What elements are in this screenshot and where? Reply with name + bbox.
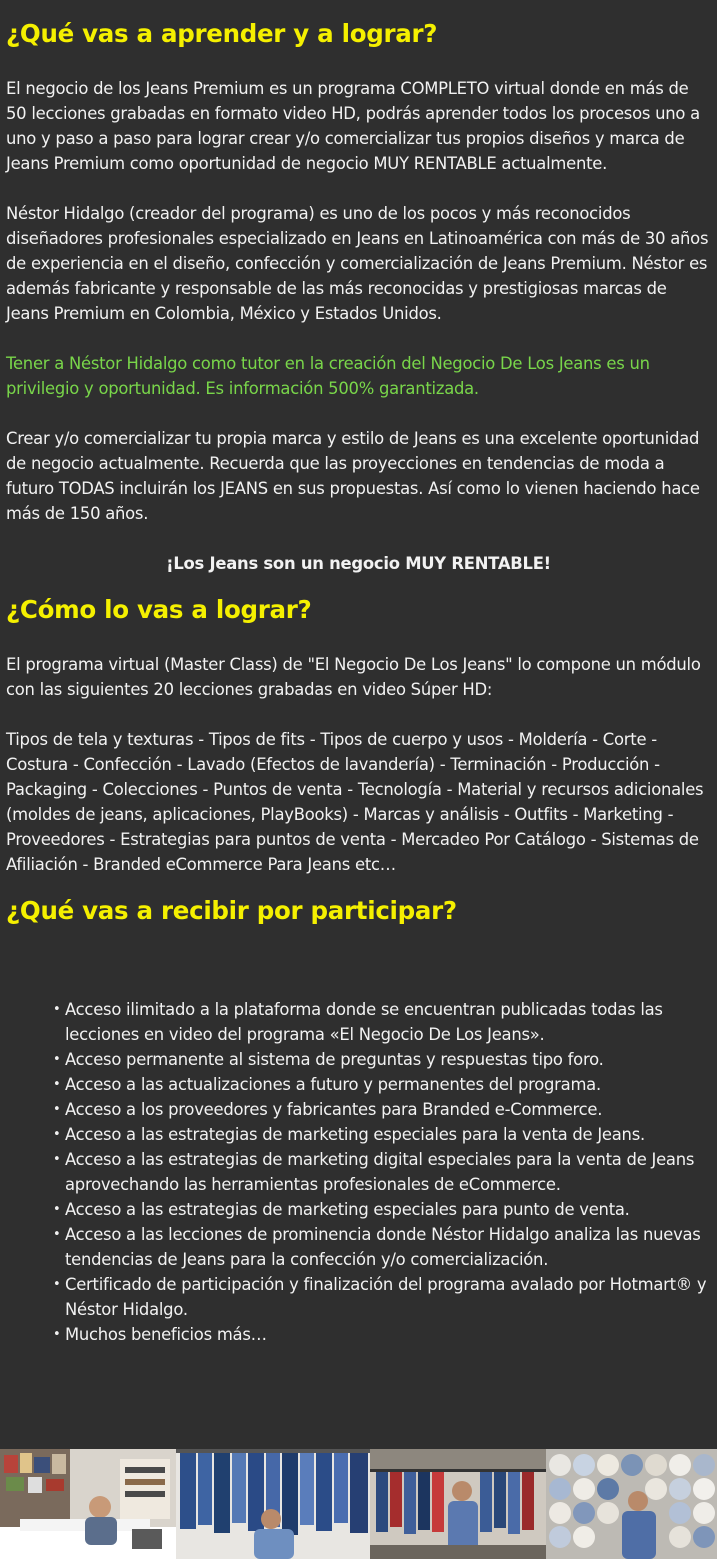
benefit-item: • Acceso a las lecciones de prominencia donde Néstor Hidalgo analiza las nuevas tendencias de Jeans para la confección y/o comercialización. — [51, 1222, 711, 1272]
benefits-list — [6, 997, 711, 1347]
learn-paragraph-tutor: Tener a Néstor Hidalgo como tutor en la creación del Negocio De Los Jeans es un privilegio y oportunidad. Es información 500% garantizada. — [6, 354, 650, 398]
benefit-item: • Acceso a las estrategias de marketing digital especiales para la venta de Jeans aprovechando las herramientas profesionales de eCommerce. — [51, 1147, 711, 1197]
benefit-item: • Acceso a las actualizaciones a futuro y permanentes del programa. — [51, 1072, 711, 1097]
benefit-item: • Certificado de participación y finalización del programa avalado por Hotmart® y Néstor Hidalgo. — [51, 1272, 711, 1322]
benefit-item: • Acceso a los proveedores y fabricantes para Branded e-Commerce. — [51, 1097, 711, 1122]
how-paragraph-1: El programa virtual (Master Class) de "El Negocio De Los Jeans" lo compone un módulo con las siguientes 20 lecciones grabadas en video Súper HD: — [6, 655, 701, 699]
benefit-item: • Acceso ilimitado a la plataforma donde se encuentran publicadas todas las lecciones en video del programa «El Negocio De Los Jeans». — [51, 997, 711, 1047]
photo-clothing-store — [370, 1449, 546, 1559]
section-title-learn: ¿Qué vas a aprender y a lograr? — [6, 19, 438, 48]
benefit-item: • Acceso permanente al sistema de preguntas y respuestas tipo foro. — [51, 1047, 711, 1072]
learn-paragraph-4: Crear y/o comercializar tu propia marca y estilo de Jeans es una excelente oportunidad de negocio actualmente. Recuerda que las proyecciones en tendencias de moda a futuro TODAS incluirán los JEANS en sus propuestas. Así como lo vienen haciendo hace más de 150 años. — [6, 429, 700, 523]
photo-designer-studio — [0, 1449, 176, 1559]
section-title-how: ¿Cómo lo vas a lograr? — [6, 595, 312, 624]
benefit-item: • Acceso a las estrategias de marketing especiales para la venta de Jeans. — [51, 1122, 711, 1147]
learn-paragraph-2: Néstor Hidalgo (creador del programa) es uno de los pocos y más reconocidos diseñadores profesionales especializado en Jeans en Latinoamérica con más de 30 años de experiencia en el diseño, confección y comercialización de Jeans Premium. Néstor es además fabricante y responsable de las más reconocidas y prestigiosas marcas de Jeans Premium en Colombia, México y Estados Unidos. — [6, 204, 709, 323]
photo-strip — [0, 1449, 717, 1559]
photo-fabric-rolls — [546, 1449, 717, 1559]
benefit-item: • Muchos beneficios más… — [51, 1322, 711, 1347]
how-lessons-list: Tipos de tela y texturas - Tipos de fits - Tipos de cuerpo y usos - Moldería - Corte - Costura - Confección - Lavado (Efectos de lavandería) - Terminación - Producción - Packaging - Colecciones - Puntos de venta - Tecnología - Material y recursos adicionales (moldes de jeans, aplicaciones, PlayBooks) - Marcas y análisis - Outfits - Marketing - Proveedores - Estrategias para puntos de venta - Mercadeo Por Catálogo - Sistemas de Afiliación - Branded eCommerce Para Jeans etc… — [6, 730, 704, 874]
photo-jeans-rack — [176, 1449, 370, 1559]
learn-paragraph-1: El negocio de los Jeans Premium es un programa COMPLETO virtual donde en más de 50 lecciones grabadas en formato video HD, podrás aprender todos los procesos uno a uno y paso a paso para lograr crear y/o comercializar tus propios diseños y marca de Jeans Premium como oportunidad de negocio MUY RENTABLE actualmente. — [6, 79, 700, 173]
benefit-item: • Acceso a las estrategias de marketing especiales para punto de venta. — [51, 1197, 711, 1222]
highlight-text: ¡Los Jeans son un negocio MUY RENTABLE! — [166, 554, 551, 573]
section-title-receive: ¿Qué vas a recibir por participar? — [6, 896, 457, 925]
